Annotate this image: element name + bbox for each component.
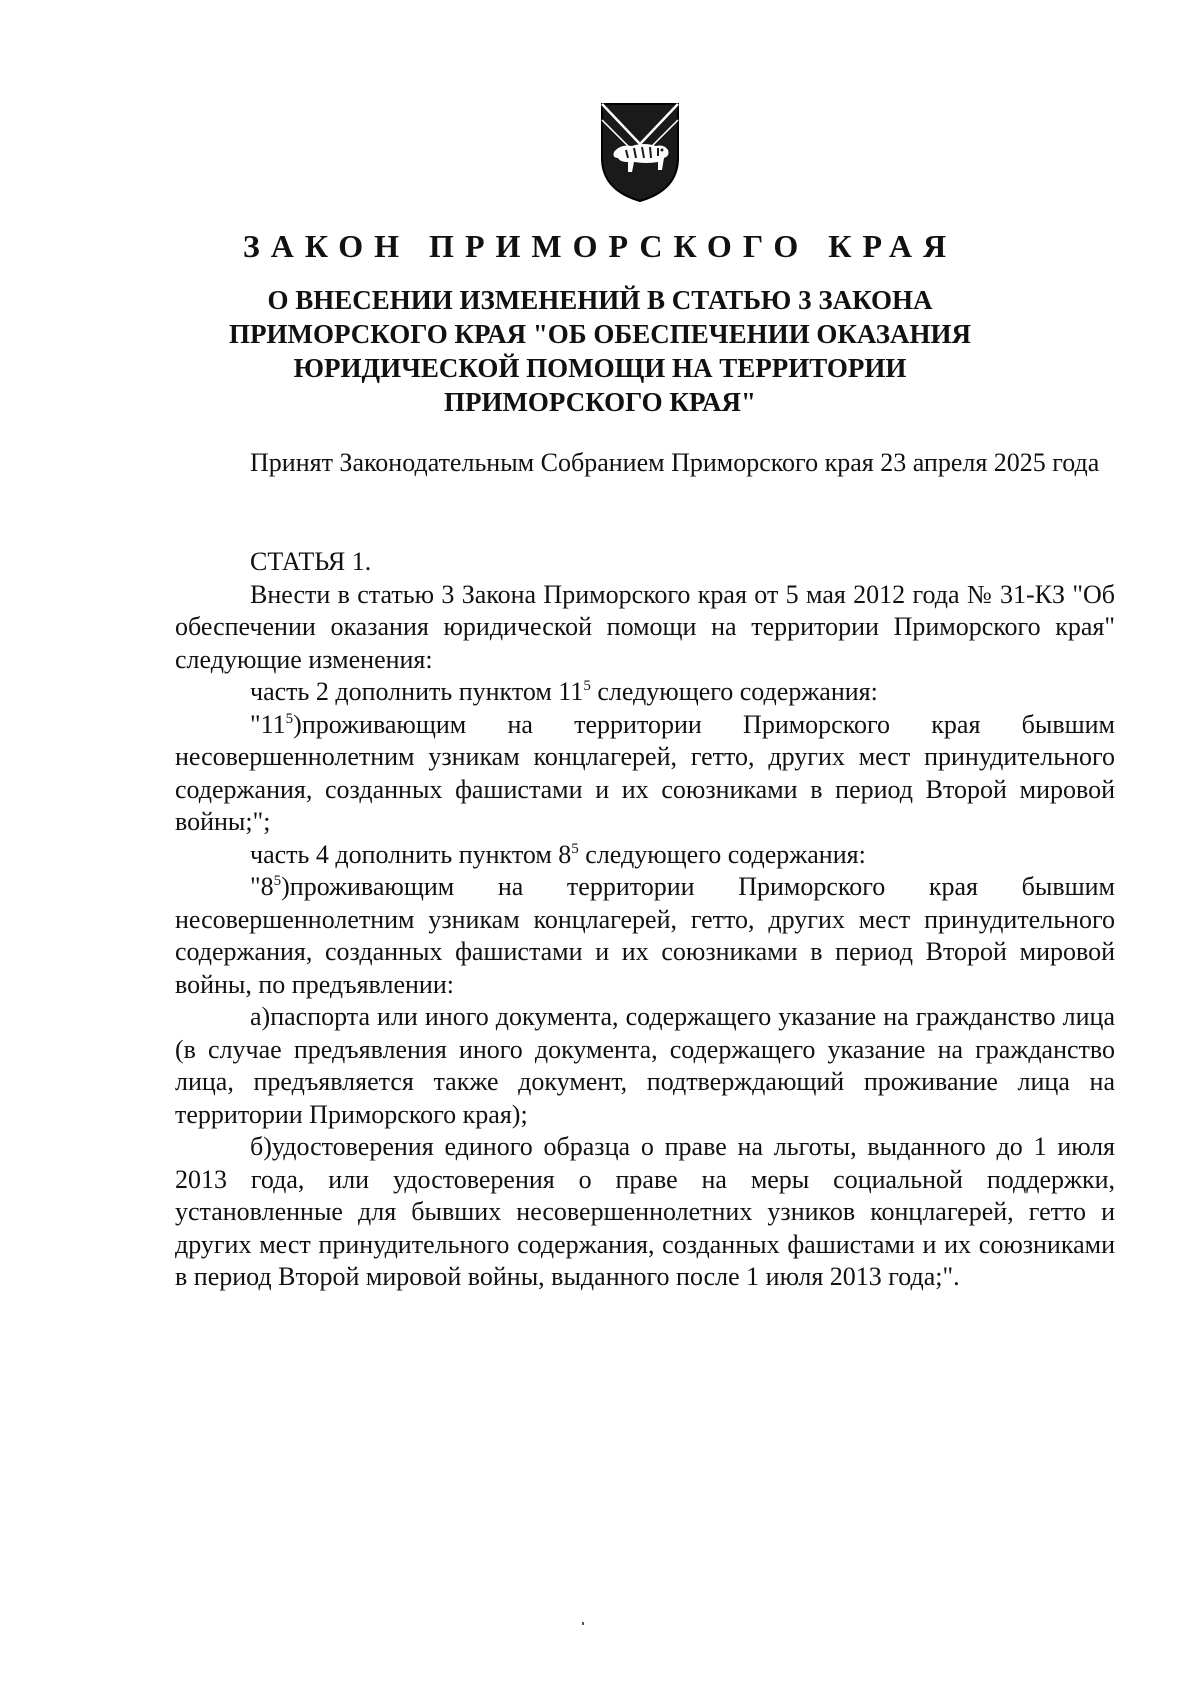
subtitle-line: ЮРИДИЧЕСКОЙ ПОМОЩИ НА ТЕРРИТОРИИ <box>293 353 907 383</box>
article-1 <box>175 546 1115 1294</box>
item-8-5-text: "$8^5)проживающим$ на территории Приморского края бывшим несовершеннолетним узникам концлагерей, гетто, других мест принудительного содержания, созданных фашистами и их союзниками в период Второй мировой войны, по предъявлении: <box>175 872 1115 999</box>
article-intro: Внести в статью 3 Закона Приморского края от 5 мая 2012 года № 31-КЗ "Об обеспечении оказания юридической помощи на территории Приморского края" следующие изменения: <box>175 579 1115 674</box>
adoption-note: Принят Законодательным Собранием Приморского края 23 апреля 2025 года <box>250 448 1100 477</box>
part-4-amendment: часть 4 дополнить пунктом $8^5$ следующего содержания: <box>250 839 866 869</box>
coat-of-arms-emblem <box>598 100 682 204</box>
subtitle-line: О ВНЕСЕНИИ ИЗМЕНЕНИЙ В СТАТЬЮ 3 ЗАКОНА <box>267 285 933 315</box>
law-title: ЗАКОН ПРИМОРСКОГО КРАЯ <box>242 228 958 264</box>
article-heading: СТАТЬЯ 1. <box>250 547 372 576</box>
subitem-a: а)паспорта или иного документа, содержащего указание на гражданство лица (в случае предъявления иного документа, содержащего указание на гражданство лица, предъявляется также документ, подтверждающий проживание лица на территории Приморского края); <box>175 1002 1115 1129</box>
subtitle-line: ПРИМОРСКОГО КРАЯ" <box>443 387 757 417</box>
subtitle-line: ПРИМОРСКОГО КРАЯ "ОБ ОБЕСПЕЧЕНИИ ОКАЗАНИЯ <box>228 319 972 349</box>
adoption-block <box>175 447 1115 480</box>
item-11-5-text: "$11^5)проживающим$ на территории Приморского края бывшим несовершеннолетним узникам концлагерей, гетто, других мест принудительного содержания, созданных фашистами и их союзниками в период Второй мировой войны;"; <box>175 709 1115 836</box>
law-subtitle <box>200 283 1000 419</box>
part-2-amendment: часть 2 дополнить пунктом $11^5$ следующего содержания: <box>250 677 878 706</box>
scan-speck <box>582 1622 584 1625</box>
subitem-b: б)удостоверения единого образца о праве на льготы, выданного до 1 июля 2013 года, или удостоверения о праве на меры социальной поддержки, установленные для бывших несовершеннолетних узников концлагерей, гетто и других мест принудительного содержания, созданных фашистами и их союзниками в период Второй мировой войны, выданного после 1 июля 2013 года;". <box>175 1132 1115 1291</box>
